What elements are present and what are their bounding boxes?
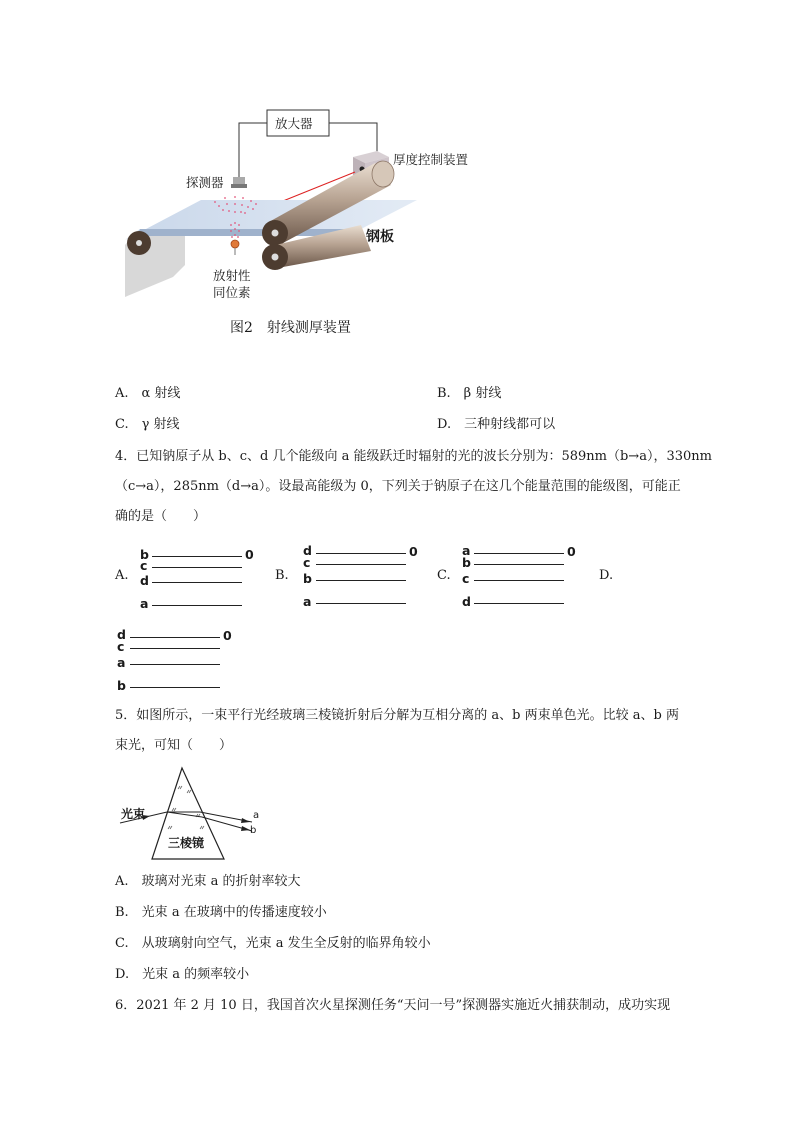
level-label: c [117, 639, 125, 654]
isotope-label-2: 同位素 [213, 285, 251, 300]
beam-label: 光束 [121, 807, 146, 821]
level-label: a [303, 594, 312, 609]
q5-option-b: B. 光束 a 在玻璃中的传播速度较小 [115, 905, 327, 920]
q6-stem-line1: 6．2021 年 2 月 10 日，我国首次火星探测任务“天问一号”探测器实施近火捕获制动，成功实现 [115, 998, 671, 1013]
level-label: c [462, 571, 470, 586]
isotope-label-1: 放射性 [213, 268, 251, 283]
level-label: d [303, 543, 312, 558]
q4-option-b-label: B. [275, 568, 289, 583]
q3-option-d: D. 三种射线都可以 [437, 417, 556, 432]
level-label: a [117, 655, 126, 670]
q4-option-c-label: C. [437, 568, 451, 583]
q5-stem-line2: 束光，可知（ ） [115, 738, 233, 753]
q3-option-c: C. γ 射线 [115, 417, 180, 432]
figure-caption: 图2 射线测厚装置 [230, 320, 351, 336]
thickness-gauge-figure [115, 105, 495, 305]
steel-plate-label: 钢板 [366, 229, 394, 245]
q5-option-c: C. 从玻璃射向空气，光束 a 发生全反射的临界角较小 [115, 936, 431, 951]
q4-option-a-label: A. [115, 568, 129, 583]
level-label: d [140, 573, 149, 588]
level-label: d [462, 594, 471, 609]
detector-label: 探测器 [186, 175, 224, 190]
level-label: c [303, 555, 311, 570]
q3-option-a: A. α 射线 [115, 386, 181, 401]
q4-stem-line1: 4．已知钠原子从 b、c、d 几个能级向 a 能级跃迁时辐射的光的波长分别为：589nm（b→a），330nm [115, 449, 712, 464]
zero-label: 0 [245, 547, 254, 562]
amplifier-label: 放大器 [275, 116, 313, 131]
q3-option-b: B. β 射线 [437, 386, 502, 401]
q4-stem-line3: 确的是（ ） [115, 509, 207, 524]
zero-label: 0 [223, 628, 232, 643]
level-label: b [140, 547, 149, 562]
level-label: c [140, 558, 148, 573]
level-label: a [140, 596, 149, 611]
prism-label: 三棱镜 [168, 836, 205, 850]
level-label: b [303, 571, 312, 586]
ray-b-label: b [250, 825, 257, 836]
q5-option-a: A. 玻璃对光束 a 的折射率较大 [115, 874, 301, 889]
zero-label: 0 [567, 544, 576, 559]
q5-stem-line1: 5．如图所示，一束平行光经玻璃三棱镜折射后分解为互相分离的 a、b 两束单色光。比较 a、b 两 [115, 708, 679, 723]
ray-a-label: a [253, 810, 260, 821]
q5-option-d: D. 光束 a 的频率较小 [115, 967, 250, 982]
q4-stem-line2: （c→a），285nm（d→a）。设最高能级为 0，下列关于钠原子在这几个能量范围的能级图，可能正 [115, 479, 681, 494]
level-label: b [117, 678, 126, 693]
q4-option-d-label: D. [599, 568, 614, 583]
thickness-control-label: 厚度控制装置 [393, 152, 469, 167]
level-label: a [462, 543, 471, 558]
level-label: b [462, 555, 471, 570]
level-label: d [117, 627, 126, 642]
zero-label: 0 [409, 544, 418, 559]
